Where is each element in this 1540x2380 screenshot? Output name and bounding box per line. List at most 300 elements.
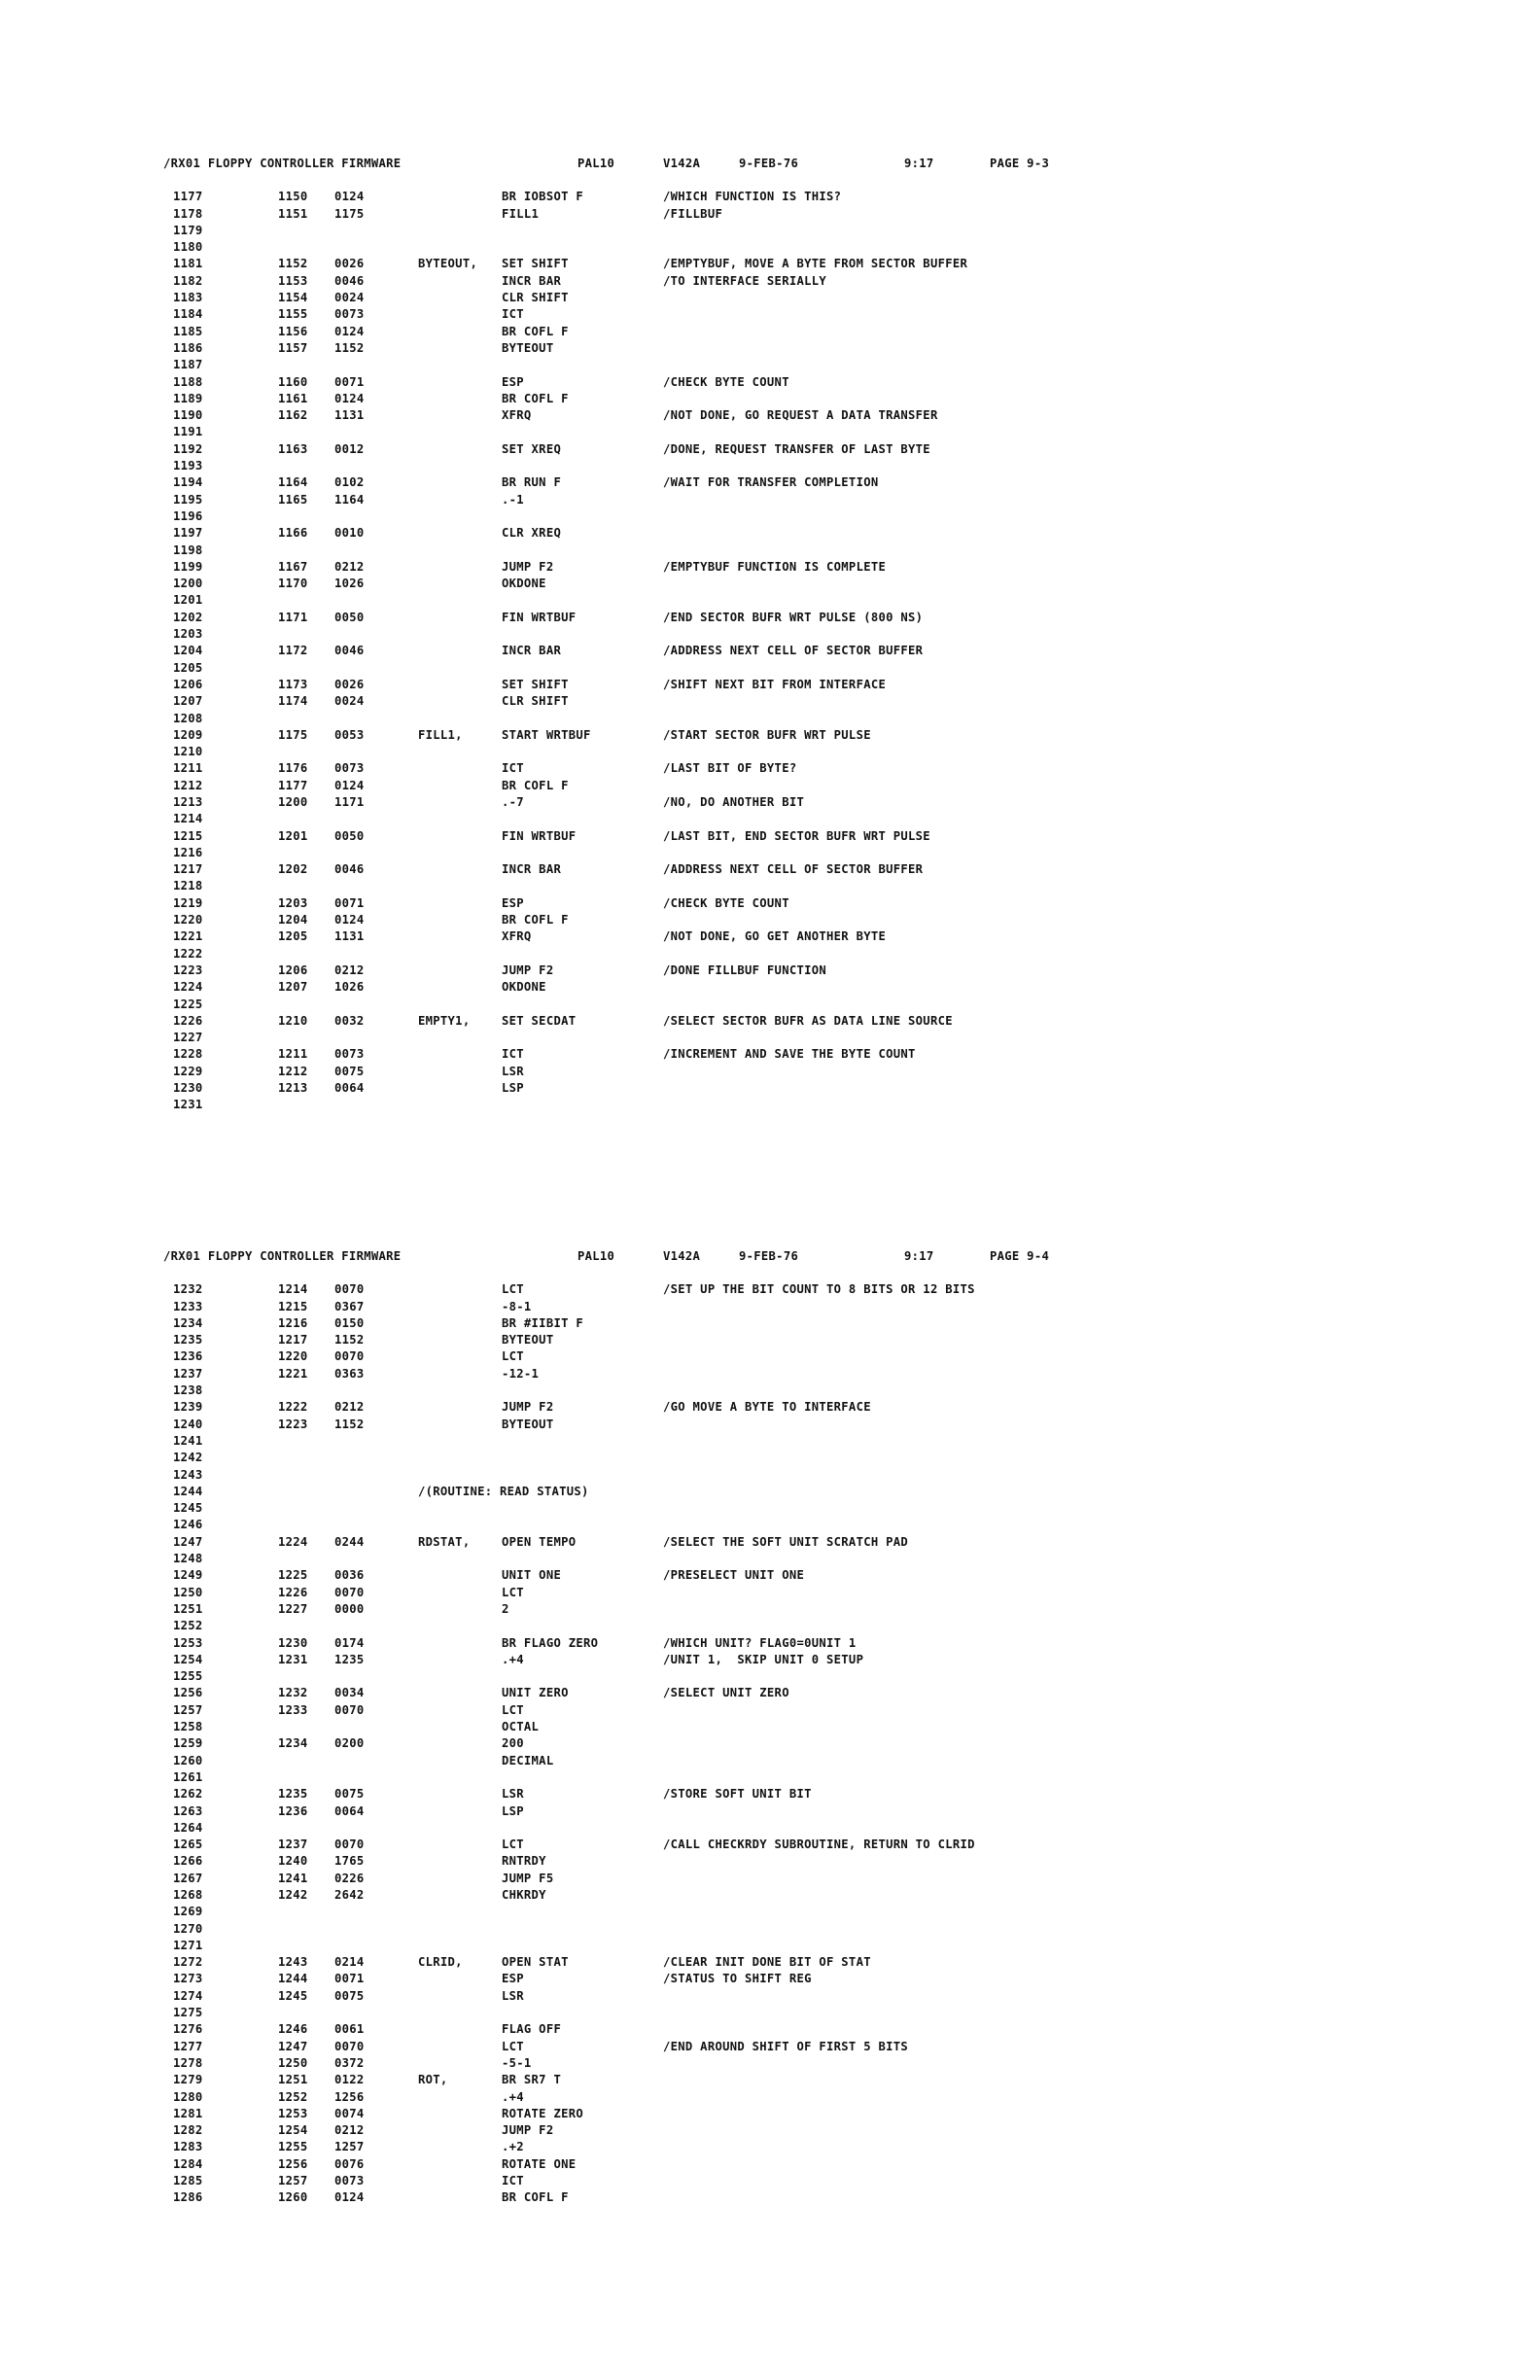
listing-line	[163, 1668, 1097, 1685]
listing-line	[163, 2089, 1097, 2106]
address: 1161	[278, 391, 308, 405]
instruction: BYTEOUT	[502, 1417, 554, 1431]
instruction: DECIMAL	[502, 1753, 554, 1768]
line-number: 1255	[173, 1669, 203, 1684]
line-number: 1239	[173, 1400, 203, 1415]
instruction: BR COFL F	[502, 2190, 569, 2205]
listing-line	[163, 1871, 1097, 1887]
listing-line	[163, 357, 1097, 373]
octal-code: 0046	[334, 862, 365, 877]
comment: /EMPTYBUF FUNCTION IS COMPLETE	[663, 559, 887, 574]
address: 1217	[278, 1333, 308, 1348]
address: 1160	[278, 374, 308, 389]
label: EMPTY1,	[418, 1013, 471, 1028]
address: 1232	[278, 1686, 308, 1700]
listing-line	[163, 1433, 1097, 1450]
line-number: 1222	[173, 946, 203, 961]
listing-line	[163, 878, 1097, 894]
listing-line	[163, 1551, 1097, 1567]
octal-code: 0070	[334, 2039, 365, 2053]
comment: /GO MOVE A BYTE TO INTERFACE	[663, 1400, 871, 1415]
line-number: 1227	[173, 1031, 203, 1045]
octal-code: 0073	[334, 2174, 365, 2188]
listing-line	[163, 895, 1097, 912]
line-number: 1199	[173, 559, 203, 574]
listing-line	[163, 1652, 1097, 1668]
comment: /START SECTOR BUFR WRT PULSE	[663, 727, 871, 742]
line-number: 1244	[173, 1484, 203, 1498]
instruction: OKDONE	[502, 980, 546, 995]
line-number: 1203	[173, 627, 203, 642]
octal-code: 0363	[334, 1366, 365, 1381]
line-number: 1193	[173, 459, 203, 473]
listing-line	[163, 1567, 1097, 1584]
octal-code: 0070	[334, 1585, 365, 1599]
address: 1215	[278, 1299, 308, 1313]
octal-code: 1026	[334, 980, 365, 995]
comment: /ADDRESS NEXT CELL OF SECTOR BUFFER	[663, 862, 924, 877]
instruction: JUMP F5	[502, 1871, 554, 1885]
instruction: -8-1	[502, 1299, 532, 1313]
address: 1227	[278, 1601, 308, 1616]
line-number: 1281	[173, 2106, 203, 2120]
address: 1162	[278, 408, 308, 423]
address: 1207	[278, 980, 308, 995]
label: BYTEOUT,	[418, 257, 478, 271]
header-source: PAL10	[578, 1249, 615, 1263]
address: 1155	[278, 307, 308, 322]
instruction: LCT	[502, 2039, 524, 2053]
listing-line	[163, 340, 1097, 357]
line-number: 1251	[173, 1601, 203, 1616]
octal-code: 1152	[334, 340, 365, 355]
octal-code: 0053	[334, 727, 365, 742]
line-number: 1282	[173, 2123, 203, 2138]
octal-code: 0372	[334, 2055, 365, 2070]
line-number: 1198	[173, 542, 203, 557]
octal-code: 0032	[334, 1013, 365, 1028]
instruction: LCT	[502, 1282, 524, 1297]
address: 1247	[278, 2039, 308, 2053]
line-number: 1191	[173, 425, 203, 439]
address: 1172	[278, 644, 308, 658]
instruction: .-7	[502, 794, 524, 809]
line-number: 1182	[173, 273, 203, 288]
address: 1152	[278, 257, 308, 271]
line-number: 1212	[173, 778, 203, 792]
line-number: 1248	[173, 1552, 203, 1566]
line-number: 1270	[173, 1921, 203, 1936]
line-number: 1233	[173, 1299, 203, 1313]
address: 1156	[278, 324, 308, 338]
octal-code: 0050	[334, 828, 365, 843]
address: 1166	[278, 526, 308, 541]
instruction: XFRQ	[502, 408, 532, 423]
octal-code: 0046	[334, 644, 365, 658]
listing-line	[163, 559, 1097, 576]
instruction: -12-1	[502, 1366, 540, 1381]
octal-code: 1131	[334, 929, 365, 944]
label: RDSTAT,	[418, 1534, 471, 1549]
octal-code: 0071	[334, 374, 365, 389]
comment: /CHECK BYTE COUNT	[663, 895, 789, 910]
address: 1214	[278, 1282, 308, 1297]
listing-line	[163, 1938, 1097, 1954]
comment: /END SECTOR BUFR WRT PULSE (800 NS)	[663, 610, 924, 624]
listing-line	[163, 1853, 1097, 1870]
instruction: SET SECDAT	[502, 1013, 577, 1028]
listing-line	[163, 492, 1097, 508]
comment: /NOT DONE, GO REQUEST A DATA TRANSFER	[663, 408, 938, 423]
octal-code: 0061	[334, 2022, 365, 2037]
octal-code: 0026	[334, 677, 365, 691]
octal-code: 0074	[334, 2106, 365, 2120]
instruction: LSR	[502, 1064, 524, 1078]
address: 1177	[278, 778, 308, 792]
page-header	[163, 1248, 1097, 1265]
instruction: INCR BAR	[502, 273, 562, 288]
line-number: 1260	[173, 1753, 203, 1768]
listing-line	[163, 1719, 1097, 1735]
instruction: JUMP F2	[502, 2123, 554, 2138]
line-number: 1217	[173, 862, 203, 877]
line-number: 1200	[173, 577, 203, 591]
line-number: 1177	[173, 190, 203, 204]
line-number: 1178	[173, 206, 203, 221]
listing-line	[163, 2072, 1097, 2088]
listing-page-9-3	[163, 156, 1097, 1114]
listing-line	[163, 1534, 1097, 1551]
line-number: 1206	[173, 677, 203, 691]
instruction: .-1	[502, 492, 524, 507]
instruction: BR FLAGO ZERO	[502, 1635, 599, 1650]
address: 1231	[278, 1652, 308, 1666]
listing-line	[163, 1904, 1097, 1920]
listing-line	[163, 2106, 1097, 2122]
line-number: 1210	[173, 745, 203, 759]
address: 1226	[278, 1585, 308, 1599]
listing-line	[163, 794, 1097, 811]
line-number: 1214	[173, 812, 203, 826]
comment: /SELECT THE SOFT UNIT SCRATCH PAD	[663, 1534, 909, 1549]
header-page-number: PAGE 9-4	[990, 1249, 1050, 1263]
octal-code: 0046	[334, 273, 365, 288]
line-number: 1263	[173, 1803, 203, 1818]
instruction: UNIT ZERO	[502, 1686, 569, 1700]
line-number: 1197	[173, 526, 203, 541]
instruction: CHKRDY	[502, 1887, 546, 1902]
instruction: ESP	[502, 374, 524, 389]
instruction: BR RUN F	[502, 475, 562, 490]
listing-line	[163, 1030, 1097, 1046]
octal-code: 0124	[334, 190, 365, 204]
octal-code: 0200	[334, 1736, 365, 1751]
listing-line	[163, 997, 1097, 1013]
instruction: BR #IIBIT F	[502, 1315, 584, 1330]
comment: /DONE, REQUEST TRANSFER OF LAST BYTE	[663, 441, 930, 456]
line-number: 1192	[173, 441, 203, 456]
listing-line	[163, 1315, 1097, 1332]
address: 1255	[278, 2140, 308, 2154]
octal-code: 0024	[334, 291, 365, 305]
listing-line	[163, 1601, 1097, 1618]
address: 1154	[278, 291, 308, 305]
octal-code: 0073	[334, 1047, 365, 1062]
octal-code: 0010	[334, 526, 365, 541]
header-page-number: PAGE 9-3	[990, 157, 1050, 170]
octal-code: 0075	[334, 1787, 365, 1802]
listing-line	[163, 273, 1097, 290]
instruction: BYTEOUT	[502, 340, 554, 355]
octal-code: 0212	[334, 2123, 365, 2138]
line-number: 1279	[173, 2073, 203, 2087]
line-number: 1238	[173, 1383, 203, 1398]
comment: /LAST BIT OF BYTE?	[663, 761, 797, 776]
octal-code: 0367	[334, 1299, 365, 1313]
line-number: 1202	[173, 610, 203, 624]
line-number: 1184	[173, 307, 203, 322]
listing-line	[163, 525, 1097, 542]
listing-line	[163, 2189, 1097, 2206]
line-number: 1204	[173, 644, 203, 658]
comment: /PRESELECT UNIT ONE	[663, 1568, 805, 1583]
listing-line	[163, 374, 1097, 391]
listing-page-9-4	[163, 1248, 1097, 2207]
octal-code: 1175	[334, 206, 365, 221]
address: 1241	[278, 1871, 308, 1885]
octal-code: 0064	[334, 1081, 365, 1096]
comment: /STORE SOFT UNIT BIT	[663, 1787, 812, 1802]
listing-line	[163, 1299, 1097, 1315]
octal-code: 0034	[334, 1686, 365, 1700]
instruction: 200	[502, 1736, 524, 1751]
instruction: LCT	[502, 1585, 524, 1599]
octal-code: 1235	[334, 1652, 365, 1666]
listing-line	[163, 693, 1097, 710]
listing-line	[163, 828, 1097, 845]
line-number: 1213	[173, 794, 203, 809]
listing-line	[163, 1837, 1097, 1853]
line-number: 1211	[173, 761, 203, 776]
listing-line	[163, 1635, 1097, 1652]
listing-line	[163, 206, 1097, 223]
listing-line	[163, 2021, 1097, 2038]
line-number: 1201	[173, 593, 203, 608]
line-number: 1181	[173, 257, 203, 271]
instruction: .+4	[502, 2089, 524, 2104]
octal-code: 0212	[334, 559, 365, 574]
line-number: 1220	[173, 913, 203, 928]
octal-code: 0226	[334, 1871, 365, 1885]
listing-line	[163, 1417, 1097, 1433]
line-number: 1265	[173, 1838, 203, 1852]
line-number: 1252	[173, 1619, 203, 1633]
comment: /CLEAR INIT DONE BIT OF STAT	[663, 1955, 871, 1970]
instruction: 2	[502, 1601, 509, 1616]
comment: /SET UP THE BIT COUNT TO 8 BITS OR 12 BITS	[663, 1282, 975, 1297]
instruction: ICT	[502, 307, 524, 322]
listing-line	[163, 1399, 1097, 1416]
address: 1164	[278, 475, 308, 490]
instruction: JUMP F2	[502, 1400, 554, 1415]
listing-line	[163, 1064, 1097, 1080]
line-number: 1209	[173, 727, 203, 742]
comment: /DONE FILLBUF FUNCTION	[663, 962, 827, 977]
address: 1240	[278, 1854, 308, 1869]
octal-code: 0026	[334, 257, 365, 271]
address: 1250	[278, 2055, 308, 2070]
octal-code: 0075	[334, 1988, 365, 2003]
instruction: FLAG OFF	[502, 2022, 562, 2037]
comment: /ADDRESS NEXT CELL OF SECTOR BUFFER	[663, 644, 924, 658]
address: 1201	[278, 828, 308, 843]
line-number: 1190	[173, 408, 203, 423]
instruction: SET SHIFT	[502, 257, 569, 271]
line-number: 1188	[173, 374, 203, 389]
listing-line	[163, 711, 1097, 727]
address: 1153	[278, 273, 308, 288]
line-number: 1286	[173, 2190, 203, 2205]
instruction: LCT	[502, 1702, 524, 1717]
instruction: INCR BAR	[502, 862, 562, 877]
comment: /NOT DONE, GO GET ANOTHER BYTE	[663, 929, 887, 944]
header-time: 9:17	[904, 157, 934, 170]
listing-line	[163, 727, 1097, 744]
line-number: 1235	[173, 1333, 203, 1348]
page-header	[163, 156, 1097, 172]
line-number: 1195	[173, 492, 203, 507]
instruction: ICT	[502, 2174, 524, 2188]
instruction: RNTRDY	[502, 1854, 546, 1869]
listing-line	[163, 1971, 1097, 1987]
line-number: 1189	[173, 391, 203, 405]
listing-line	[163, 626, 1097, 643]
line-number: 1257	[173, 1702, 203, 1717]
line-number: 1194	[173, 475, 203, 490]
listing-line	[163, 660, 1097, 677]
address: 1206	[278, 962, 308, 977]
address: 1224	[278, 1534, 308, 1549]
octal-code: 0070	[334, 1702, 365, 1717]
address: 1257	[278, 2174, 308, 2188]
instruction: OPEN STAT	[502, 1955, 569, 1970]
instruction: .+4	[502, 1652, 524, 1666]
octal-code: 0124	[334, 391, 365, 405]
listing-line	[163, 2173, 1097, 2189]
comment: /END AROUND SHIFT OF FIRST 5 BITS	[663, 2039, 909, 2053]
address: 1211	[278, 1047, 308, 1062]
instruction: BR COFL F	[502, 778, 569, 792]
line-number: 1269	[173, 1905, 203, 1919]
address: 1173	[278, 677, 308, 691]
listing-line	[163, 1803, 1097, 1820]
octal-code: 0244	[334, 1534, 365, 1549]
address: 1151	[278, 206, 308, 221]
address: 1235	[278, 1787, 308, 1802]
line-number: 1243	[173, 1467, 203, 1482]
octal-code: 0150	[334, 1315, 365, 1330]
address: 1175	[278, 727, 308, 742]
instruction: FILL1	[502, 206, 540, 221]
octal-code: 0070	[334, 1838, 365, 1852]
octal-code: 0124	[334, 778, 365, 792]
listing-line	[163, 912, 1097, 928]
address: 1233	[278, 1702, 308, 1717]
listing-line	[163, 1786, 1097, 1802]
octal-code: 0124	[334, 913, 365, 928]
listing-line	[163, 391, 1097, 407]
listing-line	[163, 1450, 1097, 1466]
listing-line	[163, 458, 1097, 474]
address: 1150	[278, 190, 308, 204]
instruction: BYTEOUT	[502, 1333, 554, 1348]
comment: /WHICH FUNCTION IS THIS?	[663, 190, 842, 204]
label: FILL1,	[418, 727, 463, 742]
listing-line	[163, 223, 1097, 239]
line-number: 1207	[173, 694, 203, 709]
line-number: 1240	[173, 1417, 203, 1431]
octal-code: 0212	[334, 1400, 365, 1415]
line-number: 1208	[173, 711, 203, 725]
listing-line	[163, 1735, 1097, 1752]
listing-line	[163, 1467, 1097, 1484]
address: 1216	[278, 1315, 308, 1330]
octal-code: 0214	[334, 1955, 365, 1970]
comment: /STATUS TO SHIFT REG	[663, 1972, 812, 1986]
address: 1167	[278, 559, 308, 574]
instruction: CLR SHIFT	[502, 291, 569, 305]
octal-code: 1131	[334, 408, 365, 423]
listing-line	[163, 845, 1097, 861]
listing-line	[163, 189, 1097, 205]
comment: /SELECT UNIT ZERO	[663, 1686, 789, 1700]
instruction: JUMP F2	[502, 559, 554, 574]
line-number: 1276	[173, 2022, 203, 2037]
octal-code: 1152	[334, 1333, 365, 1348]
line-number: 1259	[173, 1736, 203, 1751]
line-number: 1179	[173, 223, 203, 237]
listing-line	[163, 2139, 1097, 2155]
octal-code: 0070	[334, 1349, 365, 1364]
line-number: 1225	[173, 997, 203, 1011]
instruction: .+2	[502, 2140, 524, 2154]
comment: /SELECT SECTOR BUFR AS DATA LINE SOURCE	[663, 1013, 953, 1028]
line-number: 1186	[173, 340, 203, 355]
comment: /TO INTERFACE SERIALLY	[663, 273, 827, 288]
line-number: 1237	[173, 1366, 203, 1381]
code-listing	[163, 189, 1097, 1113]
line-number: 1254	[173, 1652, 203, 1666]
address: 1253	[278, 2106, 308, 2120]
address: 1174	[278, 694, 308, 709]
line-number: 1268	[173, 1887, 203, 1902]
address: 1223	[278, 1417, 308, 1431]
listing-line	[163, 1046, 1097, 1063]
address: 1244	[278, 1972, 308, 1986]
octal-code: 0073	[334, 761, 365, 776]
listing-line	[163, 1702, 1097, 1719]
listing-line	[163, 1585, 1097, 1601]
listing-line	[163, 1769, 1097, 1786]
octal-code: 1257	[334, 2140, 365, 2154]
comment: /NO, DO ANOTHER BIT	[663, 794, 805, 809]
octal-code: 0064	[334, 1803, 365, 1818]
octal-code: 0012	[334, 441, 365, 456]
address: 1225	[278, 1568, 308, 1583]
instruction: LSP	[502, 1803, 524, 1818]
listing-line	[163, 1988, 1097, 2005]
instruction: ROTATE ZERO	[502, 2106, 584, 2120]
